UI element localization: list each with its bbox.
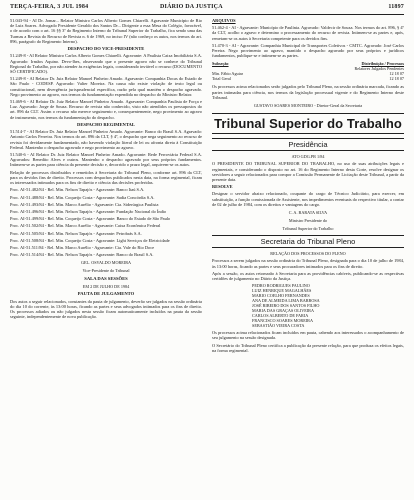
header-page-number: 11897	[388, 4, 404, 10]
notice-paragraph: Os processos acima relacionados ficam incluídos em pauta, cabendo aos interessados o acompanhamento de seu julgamento na sessão designada.	[212, 330, 404, 341]
notice-paragraph: Dos autos a seguir relacionados, constantes da pauta de julgamento, deverão ser julgados na sessão ordinária do dia 10 do corrente, às 13:00 horas, ficando as partes e seus advogados intimados para os fins de direito. Os processos adiados ou não julgados nesta sessão ficam automaticamente incluídos na pauta da sessão seguinte, independentemente de nova publicação.	[10, 298, 202, 320]
section-banner-secretaria	[212, 235, 404, 248]
section-banner-presidencia	[212, 138, 404, 151]
section-title: Secretaria do Tribunal Pleno	[260, 237, 356, 247]
names-list	[252, 283, 404, 328]
distribution-table	[212, 61, 404, 81]
court-banner	[212, 113, 404, 134]
list-item: Proc. AI-51.493/84 - Rel. Min. Marco Aurélio - Agravante: Cia. Siderúrgica Paulista	[10, 201, 159, 207]
list-item: Proc. AI-51.502/84 - Rel. Min. Marco Aurélio - Agravante: Caixa Econômica Federal	[10, 223, 161, 229]
notice-paragraph: Após a sessão, os autos retornarão à Secretaria para as providências cabíveis, publicando-se as respectivas certidões de julgamento no Diário da Justiça.	[212, 270, 404, 282]
list-item: ANA DE ALMEIDA LIMA BARBOSA	[252, 298, 320, 304]
signature-title: Vice-Presidente do Tribunal	[82, 268, 130, 274]
section-heading: SALA DAS SESSÕES	[84, 276, 128, 282]
list-item: CARLOS ALBERTO DE FARIA	[252, 313, 309, 319]
list-item: FRANCISCO SOARES MOREIRA	[252, 318, 313, 324]
list-item: MARIO COELHO FERNANDES	[252, 293, 310, 299]
header-date: TERÇA-FEIRA, 3 JUL 1984	[10, 4, 89, 10]
table-row	[212, 76, 404, 81]
section-subheading: RELAÇÃO DOS PROCESSOS DO PLENO	[270, 251, 346, 257]
table-cell-name: Total Geral	[212, 76, 231, 82]
table-cell-value: 12 18 07	[389, 76, 404, 82]
table-header-left: Subseção	[212, 61, 229, 67]
table-subheader-text: Relatores Julgados Pendentes	[354, 66, 404, 72]
notice-paragraph: 51.043-94 - AI Dr. Jomar... Relator Ministro Carlos Alberto Gomes Chiarelli. Agravante Município de Rio de Luiz Soares. Advogado Presidente Geraldo dos Santos Dr... Dirigente a essa Mesa do Colégio, favorável, o de acordo com o art. 16 §§ 3º do Regimento Interno do Tribunal Superior do Trabalho, fica sendo uma das Turmas a Revista do Recurso de Revista n. 6 de 1969, no inciso IV (não conheço os autos, nos termos do art. 896, parágrafo do Regimento Interno).	[10, 18, 202, 44]
notice-paragraph: 51.514-7 - AI Relator Dr. Juiz Relator Manoel Pinheiro Amado. Agravante: Banco do Brasil S.A. Agravado: Antonio Carlos Ferreira. Nos termos do art. 896 da CLT, § 4º, o despacho que nega seguimento ao recurso de revista foi devidamente fundamentado, não havendo violação literal de lei ou afronta direta à Constituição Federal. Mantenho o despacho agravado e nego provimento ao agravo.	[10, 129, 202, 150]
header-title: DIÁRIO DA JUSTIÇA	[160, 4, 223, 10]
resolve-heading: RESOLVE	[212, 184, 233, 190]
notice-paragraph: O Secretário do Tribunal Pleno certifica a publicação da presente relação, para que produza os efeitos legais, na forma regimental.	[212, 342, 404, 353]
notice-paragraph: 51.470-3 - AI - Agravante: Companhia Municipal de Transportes Coletivos - CMTC. Agravado: José Carlos Pereira. Nego provimento ao agravo, mantido o despacho agravado por seus próprios e jurídicos fundamentos, publique-se e intimem-se as partes.	[212, 42, 404, 59]
notice-paragraph: Os processos acima relacionados serão julgados pelo Tribunal Pleno, na sessão ordinária marcada, ficando as partes intimadas para ciência, nos termos da legislação processual vigente e do Regimento Interno deste Tribunal.	[212, 84, 404, 100]
signature-title: Tribunal Superior do Trabalho	[282, 226, 334, 232]
section-subheading: EM 2 DE JULHO DE 1984	[82, 283, 130, 289]
notice-paragraph: 51.249-8 - AI Relator Ministro Carlos Alberto Gomes Chiarelli. Agravante: A Paulista Caixa Imobiliária S.A. Agravado: Irmãos Aquino. Devo-lhes, observando que o presente agravo não se conhece do Tribunal Regional do Trabalho, por não atender às exigências legais, considerando inviável o recurso (DOCUMENTO SÓ CERTIFICADO).	[10, 53, 202, 75]
section-heading: DESPACHO DO VICE-PRESIDENTE	[67, 46, 145, 52]
header-rule	[10, 14, 404, 15]
running-header	[10, 4, 404, 14]
list-item: LUIZ HENRIQUE MAGALHÃES	[252, 288, 312, 294]
notice-paragraph: 51.469-6 - AI Relator Dr. Juiz Relator Manoel Pinheiro Amado. Agravante: Companhia Paulista de Força e Luz. Agravado: Jorge de Souza. Recurso de revista não conhecido, visto não atendidos os pressupostos do art. 896 da CLT. Assim o recurso não merece seguimento e, consequentemente, nego provimento ao agravo de instrumento, nos termos da fundamentação do despacho.	[10, 99, 202, 120]
act-heading: ATO GDG.PR 1/84	[291, 154, 325, 160]
list-item: JOSÉ RIBEIRO DOS SANTOS FILHO	[252, 303, 320, 309]
list-item: PEDRO RODRIGUES PAULINO	[252, 283, 310, 289]
notice-paragraph: 51.249-8 - AI Relator Dr. Juiz Relator Manoel Pinheiro Amado. Agravante: Companhia Docas do Estado de São Paulo - CODESP. Agravado: Valter Moreira. Na causa não existe violação de texto legal ou constitucional, nem divergência jurisprudencial específica, razão pela qual mantém o despacho agravado. Nego provimento ao agravo, nos termos da fundamentação expendida no despacho do Ministro Relator.	[10, 76, 202, 97]
signature-title: Ministro Presidente do	[288, 218, 328, 224]
notice-paragraph: 51.540-6 - AI Relator Dr. Juiz Relator Manoel Pinheiro Amado. Agravante: Rede Ferroviária Federal S.A. Agravados: Benedito Alves e outros. Mantenho o despacho agravado por seus próprios fundamentos. Intimem-se as partes para ciência da presente decisão e, decorrido o prazo legal, arquivem-se os autos.	[10, 152, 202, 168]
signature-name: C. A. BARATA SILVA	[288, 210, 328, 216]
notice-paragraph: Relação de processos distribuídos e remetidos à Secretaria do Tribunal Pleno, conforme art. 896 da CLT, para os devidos fins de direito. Processos com despachos publicados nesta data, na forma regimental, ficam os interessados intimados para os fins de direito e ciência das decisões proferidas.	[10, 169, 202, 186]
right-column	[212, 18, 404, 494]
list-item: Proc. AI-51.511/84 - Rel. Min. Marco Aurélio - Agravante: Cia. Vale do Rio Doce	[10, 244, 155, 250]
list-item: Proc. AI-51.514/84 - Rel. Min. Nelson Tapajós - Agravante: Banco do Brasil S.A.	[10, 252, 154, 258]
signature-line: GUSTAVO SOARES MONTEIRO - Diretor-Geral da Secretaria	[253, 103, 363, 109]
list-item: Proc. AI-51.499/84 - Rel. Min. Coqueijo Costa - Agravante: Banco do Estado de São Paulo	[10, 216, 171, 222]
table-cell-name: Min. Fábio Aguiar	[212, 71, 244, 77]
section-heading: PAUTA DE JULGAMENTO	[77, 291, 135, 297]
left-column	[10, 18, 202, 494]
notice-paragraph: O PRESIDENTE DO TRIBUNAL SUPERIOR DO TRABALHO, no uso de suas atribuições legais e regimentais, e considerando o disposto no art. 16 do Regimento Interno desta Corte, resolve designar os servidores a seguir relacionados para compor a Comissão Permanente de Licitação deste Tribunal, a partir da presente data.	[212, 161, 404, 183]
notice-paragraph: Processos a serem julgados na sessão ordinária do Tribunal Pleno, designada para o dia 10 de julho de 1984, às 13:00 horas, ficando as partes e seus procuradores intimados para os fins de direito.	[212, 258, 404, 269]
process-list	[10, 187, 202, 257]
table-cell-value: 12 18 07	[389, 71, 404, 77]
section-heading-inline: ARQUIVOS	[212, 18, 236, 23]
section-title: Presidência	[288, 140, 328, 150]
table-header-right: Distribuição / Processos	[361, 61, 404, 67]
signature-name: GEL. OSVALDO MOREIRA	[80, 260, 132, 266]
notice-paragraph: 51.462-4 - AI - Agravante: Município de Paulínia. Agravado: Valdecir de Souza. Nos termos do art. 896, § 4º da CLT, acolho o agravo e determino o processamento do recurso de revista. Intimem-se as partes e, após, remetam-se os autos à Secretaria competente para os devidos fins.	[212, 25, 404, 41]
list-item: Proc. AI-51.505/84 - Rel. Min. Nelson Tapajós - Agravante: Petrobrás S.A.	[10, 230, 142, 236]
list-item: Proc. AI-51.488/84 - Rel. Min. Coqueijo Costa - Agravante: Sadia Concórdia S.A.	[10, 194, 155, 200]
list-item: MARIA DAS GRAÇAS OLIVEIRA	[252, 308, 315, 314]
section-heading: DESPACHO REGIMENTAL	[77, 121, 135, 127]
list-item: Proc. AI-51.482/84 - Rel. Min. Nelson Tapajós - Agravante: Banco Itaú S.A.	[10, 187, 145, 193]
list-item: Proc. AI-51.508/84 - Rel. Min. Coqueijo Costa - Agravante: Light Serviços de Eletricidade	[10, 237, 170, 243]
list-item: SEBASTIÃO VIEIRA COSTA	[252, 323, 305, 329]
court-banner-title: Tribunal Superior do Trabalho	[214, 116, 402, 132]
notice-paragraph: Designar o servidor abaixo relacionado, ocupante do cargo de Técnico Judiciário, para exercer, em substituição, a função comissionada de Assistente, nos impedimentos eventuais do respectivo titular, a contar de 02 de julho de 1984, com os direitos e vantagens do cargo.	[212, 191, 404, 207]
list-item: Proc. AI-51.496/84 - Rel. Min. Nelson Tapajós - Agravante: Fundação Nacional do Índio	[10, 208, 167, 214]
